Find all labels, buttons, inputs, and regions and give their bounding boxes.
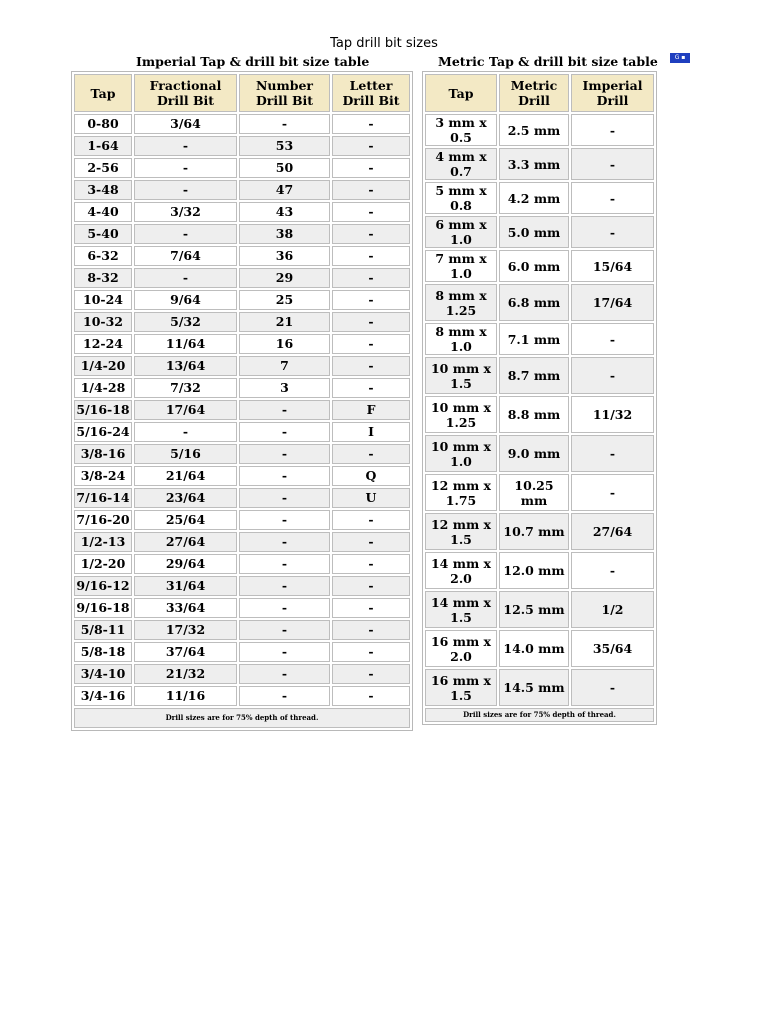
table-cell: - — [332, 356, 410, 376]
imperial-table — [71, 71, 413, 731]
metric-header-imperial-drill: Imperial Drill — [571, 74, 654, 112]
table-cell: 33/64 — [134, 598, 237, 618]
table-cell: Q — [332, 466, 410, 486]
table-cell: 3/4-10 — [74, 664, 132, 684]
table-row — [74, 686, 410, 706]
table-note: Drill sizes are for 75% depth of thread. — [74, 708, 410, 728]
imperial-table-caption: Imperial Tap & drill bit size table — [136, 54, 370, 69]
table-cell: 9/16-18 — [74, 598, 132, 618]
table-cell: 53 — [239, 136, 330, 156]
table-cell: 12.5 mm — [499, 591, 569, 628]
table-cell: 27/64 — [571, 513, 654, 550]
table-cell: - — [332, 686, 410, 706]
table-cell: 3 mm x 0.5 — [425, 114, 497, 146]
table-row — [74, 334, 410, 354]
table-cell: 5/16-18 — [74, 400, 132, 420]
table-cell: 21/64 — [134, 466, 237, 486]
table-cell: 14 mm x 2.0 — [425, 552, 497, 589]
table-cell: 12.0 mm — [499, 552, 569, 589]
table-cell: - — [239, 510, 330, 530]
table-cell: - — [332, 554, 410, 574]
table-cell: 10.7 mm — [499, 513, 569, 550]
table-cell: 29 — [239, 268, 330, 288]
table-cell: 38 — [239, 224, 330, 244]
table-row — [425, 182, 654, 214]
table-cell: 5/8-18 — [74, 642, 132, 662]
table-row — [74, 466, 410, 486]
table-cell: 5/32 — [134, 312, 237, 332]
metric-header-row — [425, 74, 654, 112]
table-cell: I — [332, 422, 410, 442]
table-cell: 50 — [239, 158, 330, 178]
table-cell: - — [332, 224, 410, 244]
imperial-header-letter: Letter Drill Bit — [332, 74, 410, 112]
table-cell: 10-32 — [74, 312, 132, 332]
table-cell: 11/32 — [571, 396, 654, 433]
table-row — [74, 224, 410, 244]
table-cell: 21 — [239, 312, 330, 332]
table-row — [425, 669, 654, 706]
table-cell: 21/32 — [134, 664, 237, 684]
table-cell: - — [239, 664, 330, 684]
table-cell: 3.3 mm — [499, 148, 569, 180]
table-cell: 13/64 — [134, 356, 237, 376]
table-row — [74, 664, 410, 684]
table-cell: - — [332, 312, 410, 332]
table-row — [74, 378, 410, 398]
table-row — [74, 136, 410, 156]
table-cell: - — [332, 202, 410, 222]
table-row — [74, 114, 410, 134]
table-cell: 15/64 — [571, 250, 654, 282]
table-cell: - — [332, 378, 410, 398]
table-cell: 47 — [239, 180, 330, 200]
table-row — [425, 396, 654, 433]
table-cell: 2-56 — [74, 158, 132, 178]
table-cell: 16 mm x 1.5 — [425, 669, 497, 706]
table-row — [425, 513, 654, 550]
table-row — [74, 268, 410, 288]
table-row — [74, 202, 410, 222]
table-cell: 8.7 mm — [499, 357, 569, 394]
table-cell: - — [332, 246, 410, 266]
table-cell: 8 mm x 1.0 — [425, 323, 497, 355]
table-row — [425, 323, 654, 355]
table-row — [74, 422, 410, 442]
table-cell: 3/64 — [134, 114, 237, 134]
table-cell: - — [571, 357, 654, 394]
table-cell: 27/64 — [134, 532, 237, 552]
table-cell: - — [332, 598, 410, 618]
table-cell: 10.25 mm — [499, 474, 569, 511]
table-cell: - — [134, 422, 237, 442]
imperial-table-body — [74, 114, 410, 728]
table-cell: - — [134, 268, 237, 288]
table-cell: 23/64 — [134, 488, 237, 508]
table-row — [425, 284, 654, 321]
table-cell: 4-40 — [74, 202, 132, 222]
table-cell: - — [571, 148, 654, 180]
table-row — [74, 290, 410, 310]
table-cell: 3/8-24 — [74, 466, 132, 486]
table-row — [74, 532, 410, 552]
badge-icon[interactable]: G ▪ — [670, 53, 690, 63]
table-row — [425, 630, 654, 667]
table-cell: 3/4-16 — [74, 686, 132, 706]
table-cell: - — [239, 422, 330, 442]
table-cell: 6.8 mm — [499, 284, 569, 321]
table-cell: - — [239, 488, 330, 508]
table-cell: 7 — [239, 356, 330, 376]
table-cell: 2.5 mm — [499, 114, 569, 146]
table-row — [74, 620, 410, 640]
table-cell: - — [239, 114, 330, 134]
table-row — [74, 642, 410, 662]
table-cell: 1/2 — [571, 591, 654, 628]
table-row — [74, 180, 410, 200]
table-cell: - — [571, 323, 654, 355]
table-cell: 11/64 — [134, 334, 237, 354]
table-cell: - — [571, 435, 654, 472]
table-cell: 5/16 — [134, 444, 237, 464]
table-cell: - — [134, 180, 237, 200]
table-cell: - — [134, 158, 237, 178]
table-cell: 10 mm x 1.0 — [425, 435, 497, 472]
table-row — [425, 148, 654, 180]
table-cell: 8-32 — [74, 268, 132, 288]
table-cell: 16 — [239, 334, 330, 354]
table-cell: - — [332, 620, 410, 640]
table-cell: - — [332, 268, 410, 288]
table-cell: 1/4-20 — [74, 356, 132, 376]
table-cell: - — [239, 532, 330, 552]
table-row — [425, 591, 654, 628]
table-cell: 5 mm x 0.8 — [425, 182, 497, 214]
table-cell: 17/32 — [134, 620, 237, 640]
table-cell: 31/64 — [134, 576, 237, 596]
page-title: Tap drill bit sizes — [330, 36, 438, 51]
table-cell: 8 mm x 1.25 — [425, 284, 497, 321]
table-cell: 7/16-20 — [74, 510, 132, 530]
table-cell: - — [239, 554, 330, 574]
table-cell: 8.8 mm — [499, 396, 569, 433]
table-cell: 36 — [239, 246, 330, 266]
table-cell: 5.0 mm — [499, 216, 569, 248]
table-row — [425, 114, 654, 146]
table-note-row — [74, 708, 410, 728]
table-row — [74, 510, 410, 530]
table-cell: 35/64 — [571, 630, 654, 667]
table-cell: 10 mm x 1.5 — [425, 357, 497, 394]
table-cell: - — [332, 334, 410, 354]
imperial-header-tap: Tap — [74, 74, 132, 112]
table-row — [425, 552, 654, 589]
metric-table-body — [425, 114, 654, 722]
table-cell: - — [571, 182, 654, 214]
table-cell: 17/64 — [571, 284, 654, 321]
table-cell: - — [571, 216, 654, 248]
table-cell: - — [332, 444, 410, 464]
table-cell: - — [571, 552, 654, 589]
table-cell: - — [239, 620, 330, 640]
table-cell: 12 mm x 1.75 — [425, 474, 497, 511]
table-cell: - — [332, 664, 410, 684]
table-cell: 4.2 mm — [499, 182, 569, 214]
table-cell: 0-80 — [74, 114, 132, 134]
table-row — [74, 312, 410, 332]
table-row — [425, 474, 654, 511]
table-note: Drill sizes are for 75% depth of thread. — [425, 708, 654, 722]
table-row — [425, 357, 654, 394]
table-cell: - — [332, 180, 410, 200]
table-cell: - — [332, 576, 410, 596]
table-row — [74, 554, 410, 574]
table-cell: 37/64 — [134, 642, 237, 662]
table-cell: - — [239, 642, 330, 662]
table-cell: 4 mm x 0.7 — [425, 148, 497, 180]
table-cell: 9.0 mm — [499, 435, 569, 472]
table-cell: 5-40 — [74, 224, 132, 244]
table-cell: 14 mm x 1.5 — [425, 591, 497, 628]
table-cell: - — [332, 532, 410, 552]
table-cell: - — [332, 158, 410, 178]
metric-table — [422, 71, 657, 725]
table-cell: - — [239, 400, 330, 420]
table-cell: 25/64 — [134, 510, 237, 530]
table-cell: - — [332, 290, 410, 310]
table-cell: - — [571, 114, 654, 146]
table-cell: 6 mm x 1.0 — [425, 216, 497, 248]
table-cell: - — [239, 598, 330, 618]
table-cell: - — [134, 224, 237, 244]
table-cell: - — [571, 474, 654, 511]
table-cell: 14.0 mm — [499, 630, 569, 667]
table-cell: 12 mm x 1.5 — [425, 513, 497, 550]
table-cell: 17/64 — [134, 400, 237, 420]
table-cell: 1/4-28 — [74, 378, 132, 398]
table-row — [74, 598, 410, 618]
table-row — [425, 435, 654, 472]
table-cell: 3/8-16 — [74, 444, 132, 464]
table-cell: - — [332, 510, 410, 530]
table-cell: 5/16-24 — [74, 422, 132, 442]
table-cell: 9/16-12 — [74, 576, 132, 596]
table-cell: U — [332, 488, 410, 508]
table-cell: 7.1 mm — [499, 323, 569, 355]
table-row — [74, 356, 410, 376]
table-row — [425, 216, 654, 248]
table-cell: 25 — [239, 290, 330, 310]
table-row — [74, 158, 410, 178]
table-row — [74, 400, 410, 420]
table-cell: 7/32 — [134, 378, 237, 398]
table-cell: 29/64 — [134, 554, 237, 574]
table-cell: - — [332, 114, 410, 134]
table-cell: 3 — [239, 378, 330, 398]
table-cell: 7/64 — [134, 246, 237, 266]
imperial-header-row — [74, 74, 410, 112]
table-cell: - — [239, 444, 330, 464]
table-cell: - — [571, 669, 654, 706]
table-cell: 43 — [239, 202, 330, 222]
metric-header-metric-drill: Metric Drill — [499, 74, 569, 112]
table-cell: 10 mm x 1.25 — [425, 396, 497, 433]
table-cell: 7/16-14 — [74, 488, 132, 508]
table-row — [74, 488, 410, 508]
table-cell: - — [239, 576, 330, 596]
table-cell: 3-48 — [74, 180, 132, 200]
table-cell: - — [239, 686, 330, 706]
imperial-header-fractional: Fractional Drill Bit — [134, 74, 237, 112]
table-row — [74, 576, 410, 596]
table-cell: 11/16 — [134, 686, 237, 706]
imperial-header-number: Number Drill Bit — [239, 74, 330, 112]
table-cell: - — [134, 136, 237, 156]
table-cell: 12-24 — [74, 334, 132, 354]
table-cell: 10-24 — [74, 290, 132, 310]
table-row — [74, 444, 410, 464]
table-cell: 7 mm x 1.0 — [425, 250, 497, 282]
table-row — [74, 246, 410, 266]
table-cell: 1/2-20 — [74, 554, 132, 574]
table-cell: - — [332, 642, 410, 662]
table-cell: 5/8-11 — [74, 620, 132, 640]
table-cell: 6.0 mm — [499, 250, 569, 282]
metric-header-tap: Tap — [425, 74, 497, 112]
table-cell: 3/32 — [134, 202, 237, 222]
table-cell: - — [332, 136, 410, 156]
table-cell: 1/2-13 — [74, 532, 132, 552]
metric-table-caption: Metric Tap & drill bit size table — [438, 54, 658, 69]
table-cell: 9/64 — [134, 290, 237, 310]
table-cell: 14.5 mm — [499, 669, 569, 706]
table-cell: - — [239, 466, 330, 486]
table-cell: F — [332, 400, 410, 420]
table-cell: 6-32 — [74, 246, 132, 266]
table-cell: 1-64 — [74, 136, 132, 156]
table-row — [425, 250, 654, 282]
table-note-row — [425, 708, 654, 722]
table-cell: 16 mm x 2.0 — [425, 630, 497, 667]
